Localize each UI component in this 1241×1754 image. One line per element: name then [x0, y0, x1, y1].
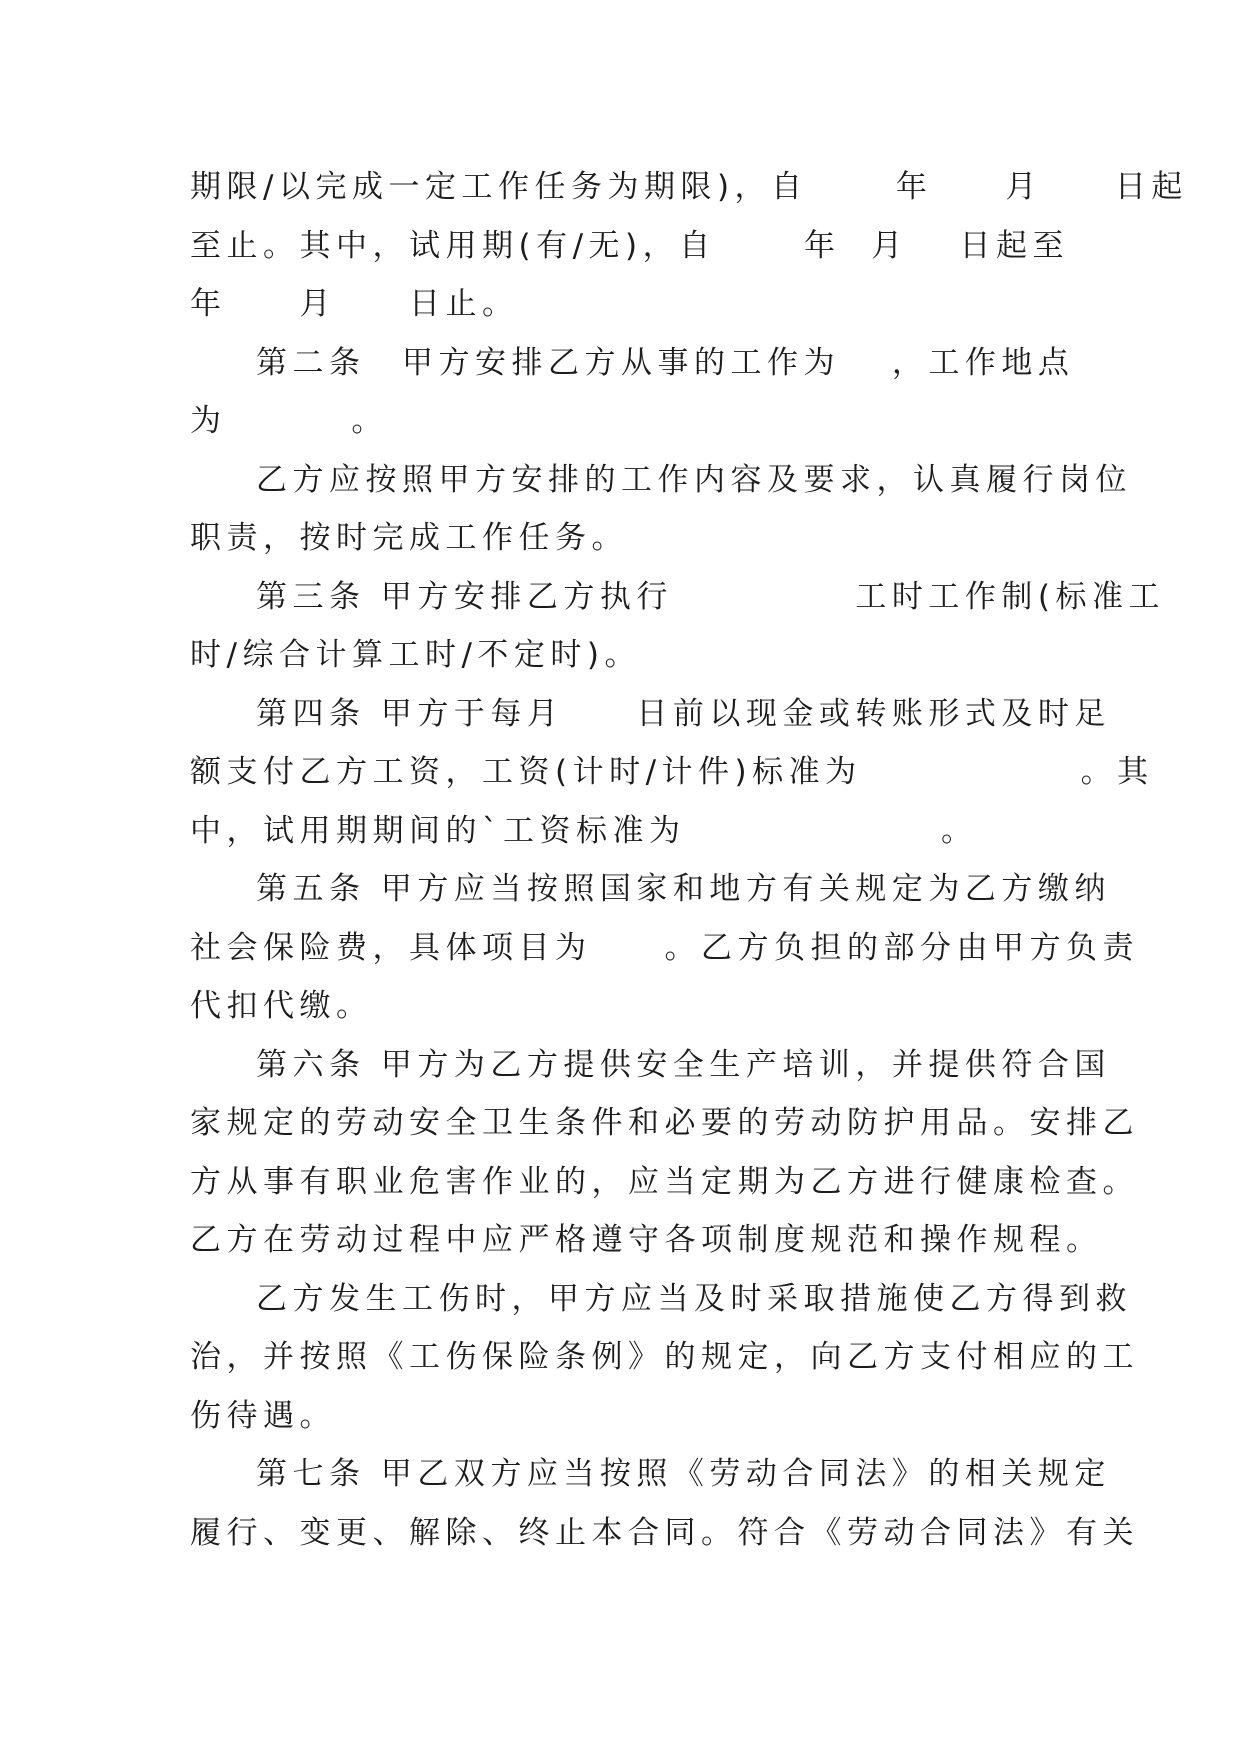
text-line: 第七条 甲乙双方应当按照《劳动合同法》的相关规定	[256, 1456, 1111, 1492]
text-line: 为 。	[190, 403, 388, 439]
text-line: 乙方应按照甲方安排的工作内容及要求，认真履行岗位	[256, 461, 1132, 498]
text-line: 至止。其中，试用期(有/无)，自 年 月 日起至	[190, 227, 1070, 264]
text-line: 乙方在劳动过程中应严格遵守各项制度规范和操作规程。	[190, 1222, 1103, 1258]
text-line: 治，并按照《工伤保险条例》的规定，向乙方支付相应的工	[190, 1339, 1139, 1375]
paragraph	[190, 860, 1139, 1036]
paragraph	[190, 1445, 1139, 1562]
text-line: 年 月 日止。	[190, 286, 519, 322]
paragraph	[190, 334, 1075, 451]
paragraph	[190, 1036, 1139, 1270]
paragraph	[190, 158, 1188, 334]
text-line: 伤待遇。	[190, 1397, 336, 1434]
text-line: 乙方发生工伤时，甲方应当及时采取措施使乙方得到救	[256, 1280, 1132, 1317]
text-line: 社会保险费，具体项目为 。乙方负担的部分由甲方负责	[190, 929, 1139, 966]
text-line: 职责，按时完成工作任务。	[190, 520, 628, 556]
text-line: 家规定的劳动安全卫生条件和必要的劳动防护用品。安排乙	[190, 1105, 1139, 1141]
paragraph	[190, 1270, 1139, 1446]
text-line: 第六条 甲方为乙方提供安全生产培训，并提供符合国	[256, 1046, 1111, 1083]
paragraph	[190, 451, 1132, 568]
text-line: 第四条 甲方于每月 日前以现金或转账形式及时足	[256, 695, 1111, 732]
text-line: 第五条 甲方应当按照国家和地方有关规定为乙方缴纳	[256, 871, 1111, 907]
paragraph	[190, 685, 1154, 861]
text-line: 中，试用期期间的`工资标准为 。	[190, 812, 978, 849]
paragraph	[190, 568, 1165, 685]
text-line: 时/综合计算工时/不定时)。	[190, 637, 641, 673]
document-body	[190, 158, 1188, 1562]
text-line: 期限/以完成一定工作任务为期限)，自 年 月 日起	[190, 169, 1188, 205]
text-line: 第三条 甲方安排乙方执行 工时工作制(标准工	[256, 578, 1165, 615]
text-line: 方从事有职业危害作业的，应当定期为乙方进行健康检查。	[190, 1163, 1139, 1200]
text-line: 第二条 甲方安排乙方从事的工作为 ，工作地点	[256, 344, 1075, 381]
text-line: 额支付乙方工资，工资(计时/计件)标准为 。其	[190, 754, 1154, 790]
text-line: 代扣代缴。	[190, 988, 373, 1024]
text-line: 履行、变更、解除、终止本合同。符合《劳动合同法》有关	[190, 1514, 1139, 1551]
